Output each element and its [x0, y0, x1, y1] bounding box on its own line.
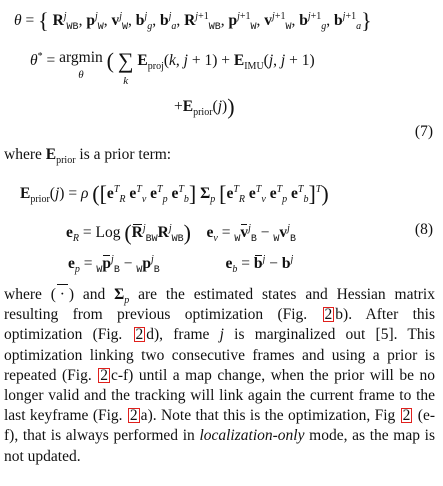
text-span: ). After this optimization (Fig.: [4, 306, 435, 344]
figure-panel-label: a: [140, 407, 148, 425]
figure-ref-link[interactable]: 2: [324, 306, 333, 324]
figure-ref-link[interactable]: 2: [129, 407, 138, 425]
equation-prior-term-continuation: $+E_{prior}(j)$): [174, 94, 235, 119]
equation-argmin: θ* = argmin θ ( ∑ k $E_{proj}(k$, $j + 1) + E_{IMU}(j$, j + 1): [30, 48, 315, 87]
body-paragraph: where ( · ) and $\Sigma_p$ are the estimated states and Hessian matrix resulting from previous optimization (Fig. 2 b). After this optimization (Fig. 2 d), frame j is marginalized out [5]. This optimization linking two consecutive frames and using a prior is repeated (Fig. 2 c-f) until a map change, when the prior will be no longer valid and the tracking will link again the current frame to the last keyframe (Fig. 2 a). Note that this is the optimization, Fig 2 (e-f), that is always performed in localization-only mode, as the map is not updated.: [4, 286, 436, 465]
text-span: ) and: [68, 286, 115, 303]
figure-panel-label: b: [335, 306, 344, 324]
equation-theta-definition: θ = { $R^j_{WB}$, $p^j_W$, $v^j_W$, $b^j_g$, $b^j_a$, $R^{j+1}_{WB}$, $p^{j+1}_W$, $v^{j+1}_W$, $b^{j+1}_g$, $b^{j+1}_a$}: [14, 8, 372, 34]
text-where: where: [4, 146, 46, 163]
text-span: mode, as the map is not updated.: [4, 427, 435, 465]
text-prior-term: is a prior term:: [75, 146, 172, 163]
figure-ref-link[interactable]: 2: [100, 366, 108, 384]
text-span: -f) until a map change, when the prior will be no longer valid and the tracking will link again the current frame to the last keyframe (Fig.: [4, 366, 436, 425]
text-span: ), frame: [154, 326, 220, 344]
text-span: ). Note that this is the optimization, Fig: [147, 407, 400, 425]
figure-panel-label: d: [146, 326, 154, 344]
prior-term-sentence: where $E_{prior}$ is a prior term:: [4, 146, 172, 167]
figure-ref-link[interactable]: 2: [402, 407, 411, 425]
equation-prior-energy: $E_{prior}(j) = \rho$ ([$e^T_R$ $e^T_v$ $e^T_p$ $e^T_b$] $\Sigma_p$ [$e^T_R$ $e^T_v$ $e^T_p$ $e^T_b]^T$): [20, 181, 329, 206]
equation-number-8: (8): [414, 221, 433, 238]
text-span: are the estimated states and Hessian matrix resulting from previous optimization (Fig.: [4, 286, 435, 324]
text-span: (e-f), that is always performed in: [4, 407, 435, 445]
text-span: is marginalized out [5]. This optimization linking two consecutive frames and using a prior is repeated (Fig.: [4, 326, 435, 384]
emphasis-localization-only: localization-only: [199, 427, 305, 445]
equation-position-bias-error: $e_p = _Wp^j_B - _Wp^j_B$ $e_b = b^j - b^j$: [68, 253, 294, 277]
figure-panel-label: c: [110, 366, 118, 384]
equation-rotation-velocity-error: $e_R$ = Log $(R^j_{BW}R^j_{WB})$ $e_v = _Wv^j_B - _Wv^j_B$: [66, 220, 296, 246]
figure-ref-link[interactable]: 2: [135, 326, 144, 344]
equation-number-7: (7): [414, 123, 433, 140]
text-span: where (: [4, 286, 56, 303]
